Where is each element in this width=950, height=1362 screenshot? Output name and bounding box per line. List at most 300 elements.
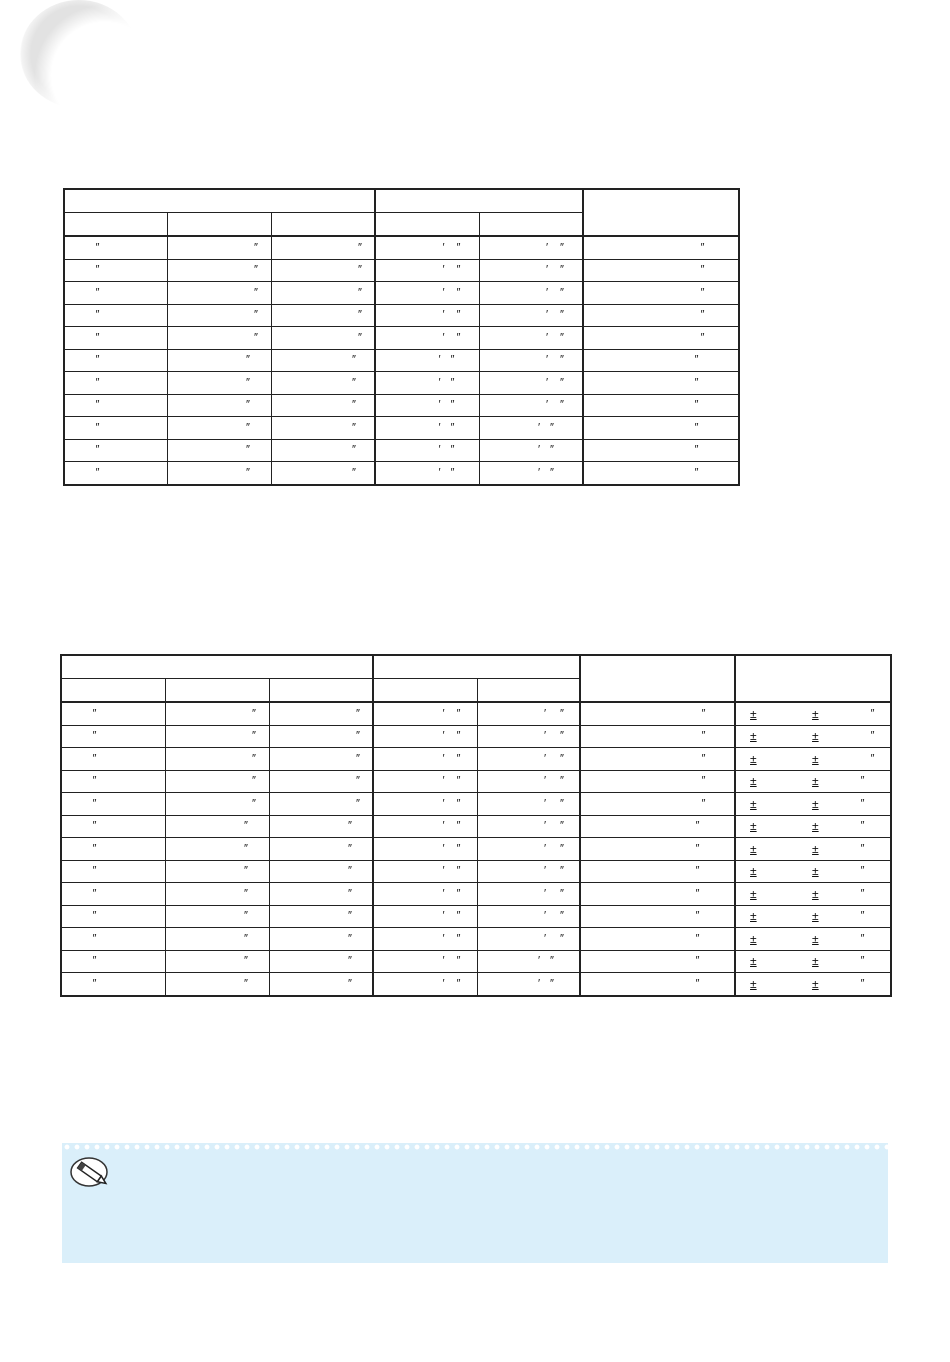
foot-mark: ′ — [545, 308, 548, 321]
inch-mark: ″ — [695, 932, 699, 945]
plus-minus-mark: ± — [812, 819, 819, 834]
inch-mark: ″ — [860, 842, 864, 855]
inch-mark: ″ — [700, 241, 704, 254]
inch-mark: ″ — [92, 909, 96, 922]
inch-mark: ″ — [95, 398, 99, 411]
inch-mark: ″ — [549, 954, 554, 967]
inch-mark: ″ — [559, 331, 564, 344]
table-cell — [269, 679, 373, 703]
pencil-icon — [68, 1155, 112, 1191]
table-cell — [271, 327, 375, 350]
table-cell — [271, 349, 375, 372]
table-cell — [477, 860, 580, 883]
inch-mark: ″ — [92, 797, 96, 810]
table-cell — [735, 973, 891, 996]
inch-mark: ″ — [243, 909, 248, 922]
foot-mark: ′ — [545, 263, 548, 276]
table-cell — [580, 860, 735, 883]
inch-mark: ″ — [355, 752, 360, 765]
table-cell — [373, 950, 477, 973]
table-cell — [583, 417, 739, 440]
plus-minus-mark: ± — [750, 729, 757, 744]
inch-mark: ″ — [347, 887, 352, 900]
table-cell — [477, 725, 580, 748]
table-cell — [165, 883, 269, 906]
inch-mark: ″ — [243, 932, 248, 945]
inch-mark: ″ — [559, 353, 564, 366]
inch-mark: ″ — [351, 376, 356, 389]
plus-minus-mark: ± — [812, 954, 819, 969]
table-cell — [165, 973, 269, 996]
inch-mark: ″ — [860, 909, 864, 922]
table-cell — [64, 439, 167, 462]
plus-minus-mark: ± — [750, 751, 757, 766]
foot-mark: ′ — [442, 729, 445, 742]
table-cell — [64, 462, 167, 485]
table-cell — [271, 372, 375, 395]
inch-mark: ″ — [351, 443, 356, 456]
table-cell — [61, 950, 165, 973]
table-cell — [375, 439, 479, 462]
table-cell — [580, 950, 735, 973]
inch-mark: ″ — [456, 241, 460, 254]
plus-minus-mark: ± — [750, 796, 757, 811]
table-cell — [269, 860, 373, 883]
table-cell — [477, 748, 580, 771]
table-cell — [580, 770, 735, 793]
inch-mark: ″ — [700, 331, 704, 344]
inch-mark: ″ — [351, 421, 356, 434]
inch-mark: ″ — [695, 954, 699, 967]
foot-mark: ′ — [543, 774, 546, 787]
inch-mark: ″ — [253, 308, 258, 321]
table-cell — [167, 439, 271, 462]
table-cell — [64, 282, 167, 305]
inch-mark: ″ — [559, 286, 564, 299]
table-cell — [64, 189, 375, 213]
inch-mark: ″ — [95, 466, 99, 479]
inch-mark: ″ — [92, 819, 96, 832]
foot-mark: ′ — [543, 819, 546, 832]
table-cell — [583, 394, 739, 417]
foot-mark: ′ — [442, 331, 445, 344]
foot-mark: ′ — [545, 241, 548, 254]
plus-minus-mark: ± — [812, 909, 819, 924]
table-cell — [479, 327, 583, 350]
foot-mark: ′ — [545, 398, 548, 411]
plus-minus-mark: ± — [750, 931, 757, 946]
inch-mark: ″ — [357, 286, 362, 299]
inch-mark: ″ — [701, 729, 705, 742]
inch-mark: ″ — [701, 752, 705, 765]
table-row — [64, 394, 739, 417]
inch-mark: ″ — [456, 263, 460, 276]
table-cell — [735, 725, 891, 748]
table-cell — [373, 793, 477, 816]
table-row — [61, 905, 891, 928]
table-cell — [269, 950, 373, 973]
table-row — [61, 815, 891, 838]
foot-mark: ′ — [442, 819, 445, 832]
inch-mark: ″ — [347, 909, 352, 922]
table-cell — [373, 860, 477, 883]
inch-mark: ″ — [701, 774, 705, 787]
table-row — [61, 725, 891, 748]
table-cell — [580, 928, 735, 951]
inch-mark: ″ — [245, 376, 250, 389]
inch-mark: ″ — [351, 398, 356, 411]
table-cell — [375, 349, 479, 372]
table-cell — [373, 838, 477, 861]
table-cell — [61, 883, 165, 906]
foot-mark: ′ — [442, 977, 445, 990]
inch-mark: ″ — [243, 954, 248, 967]
foot-mark: ′ — [442, 842, 445, 855]
foot-mark: ′ — [442, 887, 445, 900]
inch-mark: ″ — [701, 797, 705, 810]
table-cell — [375, 372, 479, 395]
table-cell — [269, 725, 373, 748]
foot-mark: ′ — [438, 443, 441, 456]
table-cell — [735, 815, 891, 838]
table-cell — [583, 304, 739, 327]
inch-mark: ″ — [450, 443, 454, 456]
inch-mark: ″ — [860, 977, 864, 990]
table-cell — [375, 282, 479, 305]
inch-mark: ″ — [549, 466, 554, 479]
table-cell — [165, 950, 269, 973]
inch-mark: ″ — [253, 263, 258, 276]
inch-mark: ″ — [695, 909, 699, 922]
table-cell — [580, 725, 735, 748]
table-cell — [375, 417, 479, 440]
inch-mark: ″ — [251, 707, 256, 720]
table-cell — [167, 327, 271, 350]
table-cell — [269, 793, 373, 816]
table-cell — [167, 349, 271, 372]
inch-mark: ″ — [95, 421, 99, 434]
table-cell — [64, 304, 167, 327]
inch-mark: ″ — [559, 308, 564, 321]
foot-mark: ′ — [442, 308, 445, 321]
table-cell — [375, 462, 479, 485]
table-cell — [64, 372, 167, 395]
inch-mark: ″ — [95, 376, 99, 389]
table-cell — [735, 928, 891, 951]
plus-minus-mark: ± — [750, 706, 757, 721]
table-cell — [373, 655, 580, 679]
projection-table-2 — [60, 654, 892, 997]
table-row — [64, 462, 739, 485]
inch-mark: ″ — [695, 842, 699, 855]
inch-mark: ″ — [559, 263, 564, 276]
table-cell — [61, 725, 165, 748]
table-cell — [479, 213, 583, 237]
table-cell — [165, 905, 269, 928]
table-cell — [580, 793, 735, 816]
table-cell — [373, 702, 477, 725]
table-cell — [735, 748, 891, 771]
table-cell — [583, 372, 739, 395]
inch-mark: ″ — [870, 729, 874, 742]
inch-mark: ″ — [860, 819, 864, 832]
foot-mark: ′ — [537, 466, 540, 479]
table-cell — [61, 928, 165, 951]
inch-mark: ″ — [559, 707, 564, 720]
table-row — [64, 236, 739, 259]
table-cell — [64, 259, 167, 282]
table-row — [61, 793, 891, 816]
inch-mark: ″ — [351, 353, 356, 366]
table-row — [64, 417, 739, 440]
foot-mark: ′ — [545, 331, 548, 344]
inch-mark: ″ — [559, 842, 564, 855]
table-cell — [735, 702, 891, 725]
inch-mark: ″ — [355, 797, 360, 810]
table-cell — [477, 770, 580, 793]
inch-mark: ″ — [450, 466, 454, 479]
table-cell — [583, 236, 739, 259]
table-cell — [479, 417, 583, 440]
inch-mark: ″ — [95, 241, 99, 254]
table-cell — [61, 679, 165, 703]
plus-minus-mark: ± — [750, 819, 757, 834]
foot-mark: ′ — [442, 797, 445, 810]
table-row — [64, 327, 739, 350]
foot-mark: ′ — [543, 932, 546, 945]
table-cell — [271, 439, 375, 462]
table-row — [64, 349, 739, 372]
projection-table-1 — [63, 188, 740, 486]
inch-mark: ″ — [243, 842, 248, 855]
table-cell — [375, 327, 479, 350]
inch-mark: ″ — [92, 707, 96, 720]
foot-mark: ′ — [442, 932, 445, 945]
table-cell — [375, 236, 479, 259]
table-cell — [375, 259, 479, 282]
foot-mark: ′ — [438, 353, 441, 366]
table-cell — [375, 189, 583, 213]
foot-mark: ′ — [543, 887, 546, 900]
table-cell — [64, 417, 167, 440]
table-cell — [735, 770, 891, 793]
table-cell — [580, 905, 735, 928]
inch-mark: ″ — [456, 797, 460, 810]
foot-mark: ′ — [543, 842, 546, 855]
foot-mark: ′ — [442, 241, 445, 254]
table-cell — [477, 950, 580, 973]
inch-mark: ″ — [251, 797, 256, 810]
table-row — [61, 860, 891, 883]
table-cell — [479, 236, 583, 259]
plus-minus-mark: ± — [750, 864, 757, 879]
plus-minus-mark: ± — [812, 706, 819, 721]
inch-mark: ″ — [695, 887, 699, 900]
inch-mark: ″ — [243, 887, 248, 900]
inch-mark: ″ — [549, 443, 554, 456]
plus-minus-mark: ± — [812, 841, 819, 856]
plus-minus-mark: ± — [812, 864, 819, 879]
table-cell — [271, 417, 375, 440]
table-cell — [165, 928, 269, 951]
table-cell — [373, 679, 477, 703]
table-cell — [269, 838, 373, 861]
table-cell — [165, 815, 269, 838]
inch-mark: ″ — [694, 353, 698, 366]
inch-mark: ″ — [253, 331, 258, 344]
foot-mark: ′ — [438, 398, 441, 411]
plus-minus-mark: ± — [750, 954, 757, 969]
table-cell — [477, 973, 580, 996]
inch-mark: ″ — [95, 263, 99, 276]
table-cell — [64, 327, 167, 350]
table-cell — [477, 679, 580, 703]
inch-mark: ″ — [251, 752, 256, 765]
inch-mark: ″ — [559, 774, 564, 787]
table-cell — [479, 439, 583, 462]
inch-mark: ″ — [92, 864, 96, 877]
table-cell — [271, 259, 375, 282]
table-cell — [61, 973, 165, 996]
foot-mark: ′ — [543, 707, 546, 720]
foot-mark: ′ — [545, 353, 548, 366]
inch-mark: ″ — [347, 954, 352, 967]
inch-mark: ″ — [450, 421, 454, 434]
plus-minus-mark: ± — [812, 796, 819, 811]
table-cell — [165, 725, 269, 748]
table-cell — [583, 259, 739, 282]
inch-mark: ″ — [700, 286, 704, 299]
inch-mark: ″ — [347, 977, 352, 990]
table-row — [61, 950, 891, 973]
foot-mark: ′ — [537, 954, 540, 967]
table-cell — [373, 905, 477, 928]
table-cell — [580, 655, 735, 702]
plus-minus-mark: ± — [812, 774, 819, 789]
table-cell — [583, 189, 739, 236]
inch-mark: ″ — [355, 774, 360, 787]
inch-mark: ″ — [243, 864, 248, 877]
table-cell — [373, 748, 477, 771]
table-cell — [61, 770, 165, 793]
inch-mark: ″ — [92, 842, 96, 855]
table-row — [61, 748, 891, 771]
table-cell — [165, 679, 269, 703]
table-cell — [269, 748, 373, 771]
table-cell — [373, 928, 477, 951]
table-cell — [477, 702, 580, 725]
plus-minus-mark: ± — [750, 909, 757, 924]
inch-mark: ″ — [456, 842, 460, 855]
foot-mark: ′ — [537, 421, 540, 434]
table-header-row — [61, 655, 891, 679]
inch-mark: ″ — [694, 443, 698, 456]
inch-mark: ″ — [245, 466, 250, 479]
inch-mark: ″ — [860, 864, 864, 877]
table-cell — [580, 815, 735, 838]
foot-mark: ′ — [543, 864, 546, 877]
table-cell — [271, 394, 375, 417]
foot-mark: ′ — [442, 909, 445, 922]
inch-mark: ″ — [694, 376, 698, 389]
table-row — [61, 770, 891, 793]
inch-mark: ″ — [559, 797, 564, 810]
foot-mark: ′ — [543, 909, 546, 922]
table-cell — [271, 213, 375, 237]
foot-mark: ′ — [545, 286, 548, 299]
inch-mark: ″ — [559, 729, 564, 742]
table-cell — [580, 702, 735, 725]
table-cell — [479, 372, 583, 395]
inch-mark: ″ — [559, 752, 564, 765]
table-cell — [167, 417, 271, 440]
inch-mark: ″ — [92, 977, 96, 990]
inch-mark: ″ — [559, 376, 564, 389]
table-cell — [373, 973, 477, 996]
inch-mark: ″ — [456, 864, 460, 877]
inch-mark: ″ — [870, 752, 874, 765]
table-cell — [167, 462, 271, 485]
inch-mark: ″ — [559, 398, 564, 411]
table-cell — [167, 372, 271, 395]
inch-mark: ″ — [245, 421, 250, 434]
foot-mark: ′ — [543, 752, 546, 765]
table-cell — [61, 702, 165, 725]
table-cell — [271, 282, 375, 305]
table-cell — [735, 793, 891, 816]
foot-mark: ′ — [442, 286, 445, 299]
table-cell — [271, 236, 375, 259]
inch-mark: ″ — [694, 421, 698, 434]
inch-mark: ″ — [251, 729, 256, 742]
inch-mark: ″ — [355, 729, 360, 742]
table-row — [64, 259, 739, 282]
inch-mark: ″ — [456, 729, 460, 742]
inch-mark: ″ — [245, 398, 250, 411]
table-cell — [583, 439, 739, 462]
plus-minus-mark: ± — [812, 729, 819, 744]
table-cell — [165, 860, 269, 883]
inch-mark: ″ — [700, 263, 704, 276]
inch-mark: ″ — [456, 774, 460, 787]
table-cell — [269, 905, 373, 928]
table-cell — [373, 883, 477, 906]
foot-mark: ′ — [438, 421, 441, 434]
table-cell — [64, 394, 167, 417]
table-cell — [373, 725, 477, 748]
inch-mark: ″ — [695, 819, 699, 832]
inch-mark: ″ — [860, 887, 864, 900]
table-cell — [269, 702, 373, 725]
table-row — [64, 372, 739, 395]
inch-mark: ″ — [456, 752, 460, 765]
inch-mark: ″ — [456, 819, 460, 832]
table-header-row — [64, 189, 739, 213]
inch-mark: ″ — [95, 353, 99, 366]
plus-minus-mark: ± — [750, 886, 757, 901]
inch-mark: ″ — [860, 932, 864, 945]
inch-mark: ″ — [347, 864, 352, 877]
inch-mark: ″ — [347, 819, 352, 832]
table-cell — [479, 394, 583, 417]
table-cell — [61, 748, 165, 771]
table-cell — [373, 815, 477, 838]
foot-mark: ′ — [438, 466, 441, 479]
inch-mark: ″ — [559, 932, 564, 945]
table-cell — [167, 304, 271, 327]
foot-mark: ′ — [543, 797, 546, 810]
table-cell — [375, 394, 479, 417]
